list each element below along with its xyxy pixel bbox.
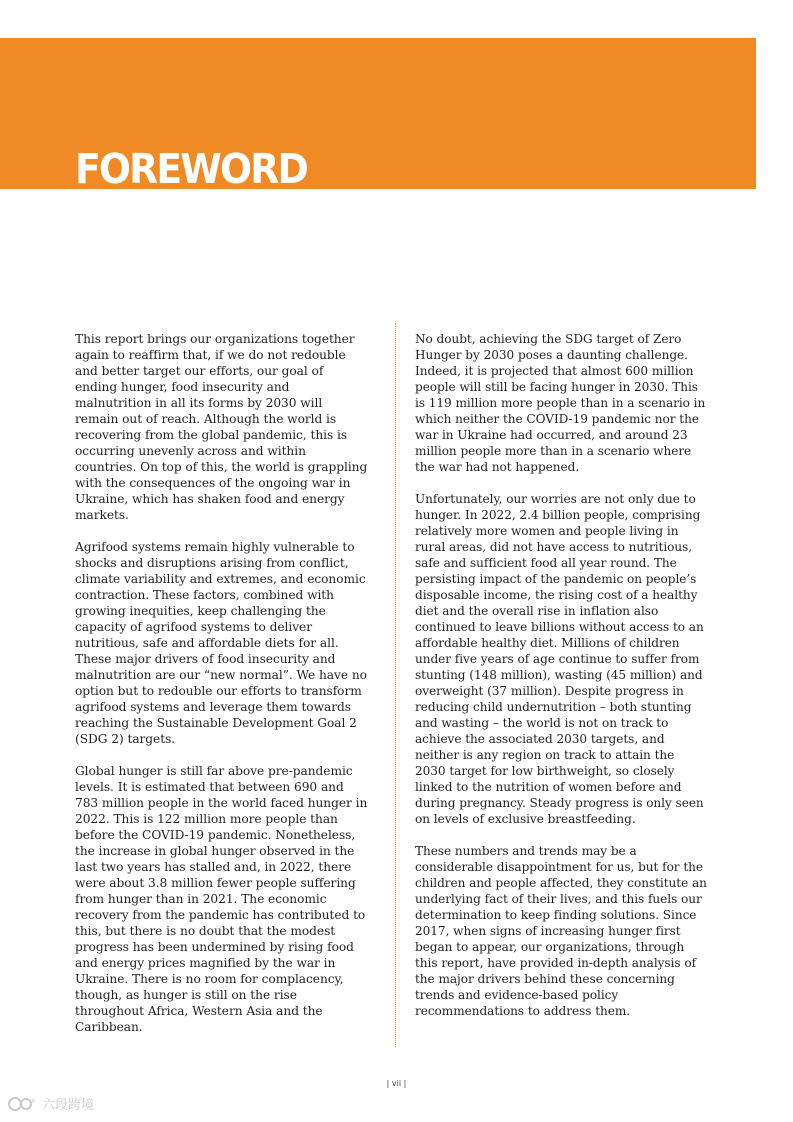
watermark	[8, 1094, 94, 1113]
paragraph: Unfortunately, our worries are not only due to hunger. In 2022, 2.4 billion people, comprising relatively more women and people living in rural areas, did not have access to nutritious, safe and sufficient food all year round. The persisting impact of the pandemic on people’s disposable income, the rising cost of a healthy diet and the overall rise in inflation also continued to leave billions without access to an affordable healthy diet. Millions of children under five years of age continue to suffer from stunting (148 million), wasting (45 million) and overweight (37 million). Despite progress in reducing child undernutrition – both stunting and wasting – the world is not on track to achieve the associated 2030 targets, and neither is any region on track to attain the 2030 target for low birthweight, so closely linked to the nutrition of women before and during pregnancy. Steady progress is only seen on levels of exclusive breastfeeding.	[415, 492, 704, 826]
svg-text:®: ®	[30, 1097, 36, 1105]
page-title: FOREWORD	[75, 145, 307, 193]
paragraph: Agrifood systems remain highly vulnerable to shocks and disruptions arising from conflict, climate variability and extremes, and economic contraction. These factors, combined with growing inequities, keep challenging the capacity of agrifood systems to deliver nutritious, safe and affordable diets for all. These major drivers of food insecurity and malnutrition are our “new normal”. We have no option but to redouble our efforts to transform agrifood systems and leverage them towards reaching the Sustainable Development Goal 2 (SDG 2) targets.	[75, 540, 367, 746]
paragraph: These numbers and trends may be a considerable disappointment for us, but for the children and people affected, they constitute an underlying fact of their lives, and this fuels our determination to keep finding solutions. Since 2017, when signs of increasing hunger first began to appear, our organizations, through this report, have provided in-depth analysis of the major drivers behind these concerning trends and evidence-based policy recommendations to address them.	[415, 844, 707, 1018]
left-column	[75, 331, 369, 1051]
page-number: | vii |	[386, 1079, 407, 1088]
paragraph: This report brings our organizations together again to reaffirm that, if we do not redouble and better target our efforts, our goal of ending hunger, food insecurity and malnutrition in all its forms by 2030 will remain out of reach. Although the world is recovering from the global pandemic, this is occurring unevenly across and within countries. On top of this, the world is grappling with the consequences of the ongoing war in Ukraine, which has shaken food and energy markets.	[75, 332, 368, 522]
watermark-text: 六段跨境	[42, 1098, 95, 1113]
right-column	[415, 331, 707, 1035]
paragraph: No doubt, achieving the SDG target of Zero Hunger by 2030 poses a daunting challenge. Indeed, it is projected that almost 600 million people will still be facing hunger in 2030. This is 119 million more people than in a scenario in which neither the COVID-19 pandemic nor the war in Ukraine had occurred, and around 23 million people more than in a scenario where the war had not happened.	[415, 332, 706, 474]
paragraph: Global hunger is still far above pre-pandemic levels. It is estimated that between 690 and 783 million people in the world faced hunger in 2022. This is 122 million more people than before the COVID-19 pandemic. Nonetheless, the increase in global hunger observed in the last two years has stalled and, in 2022, there were about 3.8 million fewer people suffering from hunger than in 2021. The economic recovery from the pandemic has contributed to this, but there is no doubt that the modest progress has been undermined by rising food and energy prices magnified by the war in Ukraine. There is no room for complacency, though, as hunger is still on the rise throughout Africa, Western Asia and the Caribbean.	[75, 764, 368, 1034]
column-divider	[395, 323, 396, 1047]
k-logo-icon	[8, 1096, 38, 1112]
